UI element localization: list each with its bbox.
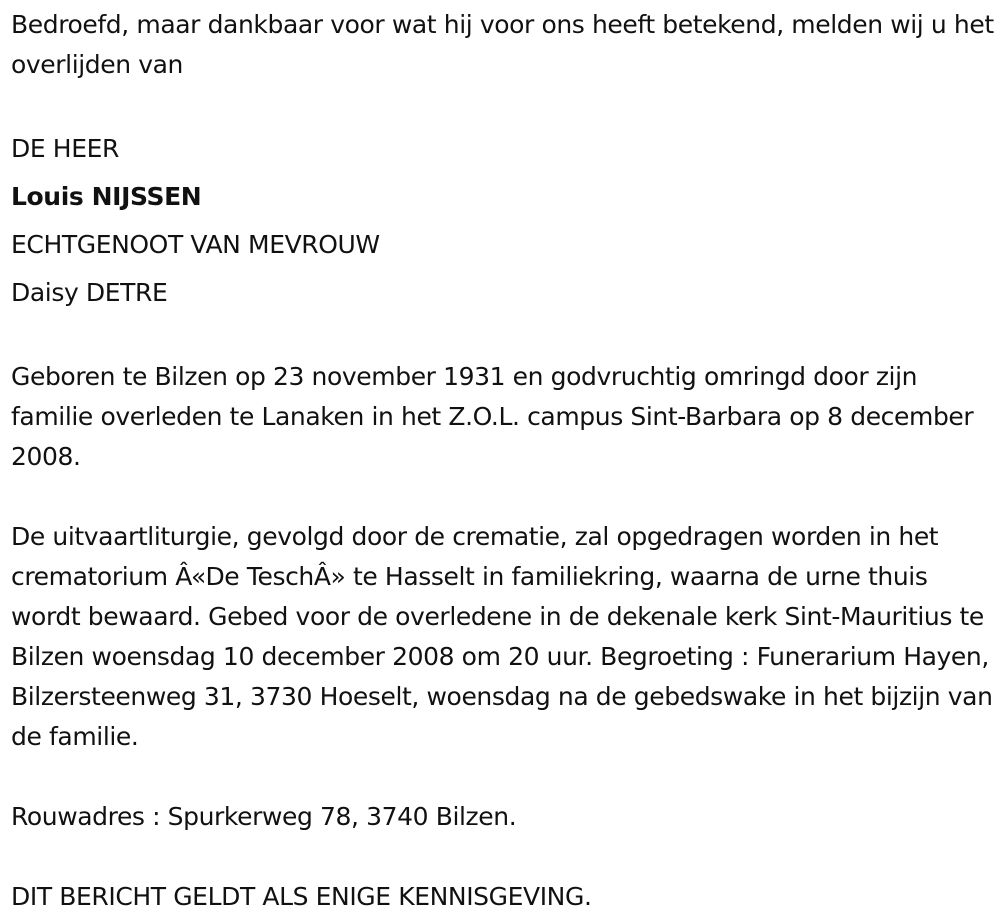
deceased-name: Louis NIJSSEN [11, 182, 202, 211]
intro-text: Bedroefd, maar dankbaar voor wat hij voor ons heeft betekend, melden wij u het overlijden van [11, 10, 994, 79]
spacer [11, 837, 996, 877]
mourning-address: Rouwadres : Spurkerweg 78, 3740 Bilzen. [11, 802, 517, 831]
honorific: DE HEER [11, 134, 119, 163]
spouse-name: Daisy DETRE [11, 278, 168, 307]
spacer [11, 477, 996, 517]
spacer [11, 757, 996, 797]
closing-statement: DIT BERICHT GELDT ALS ENIGE KENNISGEVING. [11, 882, 592, 911]
spacer [11, 85, 996, 125]
relation-label: ECHTGENOOT VAN MEVROUW [11, 230, 380, 259]
birth-death-text: Geboren te Bilzen op 23 november 1931 en godvruchtig omringd door zijn familie overleden te Lanaken in het Z.O.L. campus Sint-Barbara op 8 december 2008. [11, 362, 974, 471]
spacer [11, 317, 996, 357]
funeral-text: De uitvaartliturgie, gevolgd door de crematie, zal opgedragen worden in het crematorium Â«De TeschÂ» te Hasselt in familiekring, waarna de urne thuis wordt bewaard. Gebed voor de overledene in de dekenale kerk Sint-Mauritius te Bilzen woensdag 10 december 2008 om 20 uur. Begroeting : Funerarium Hayen, Bilzersteenweg 31, 3730 Hoeselt, woensdag na de gebedswake in het bijzijn van de familie. [11, 522, 993, 751]
death-notice [11, 5, 996, 917]
